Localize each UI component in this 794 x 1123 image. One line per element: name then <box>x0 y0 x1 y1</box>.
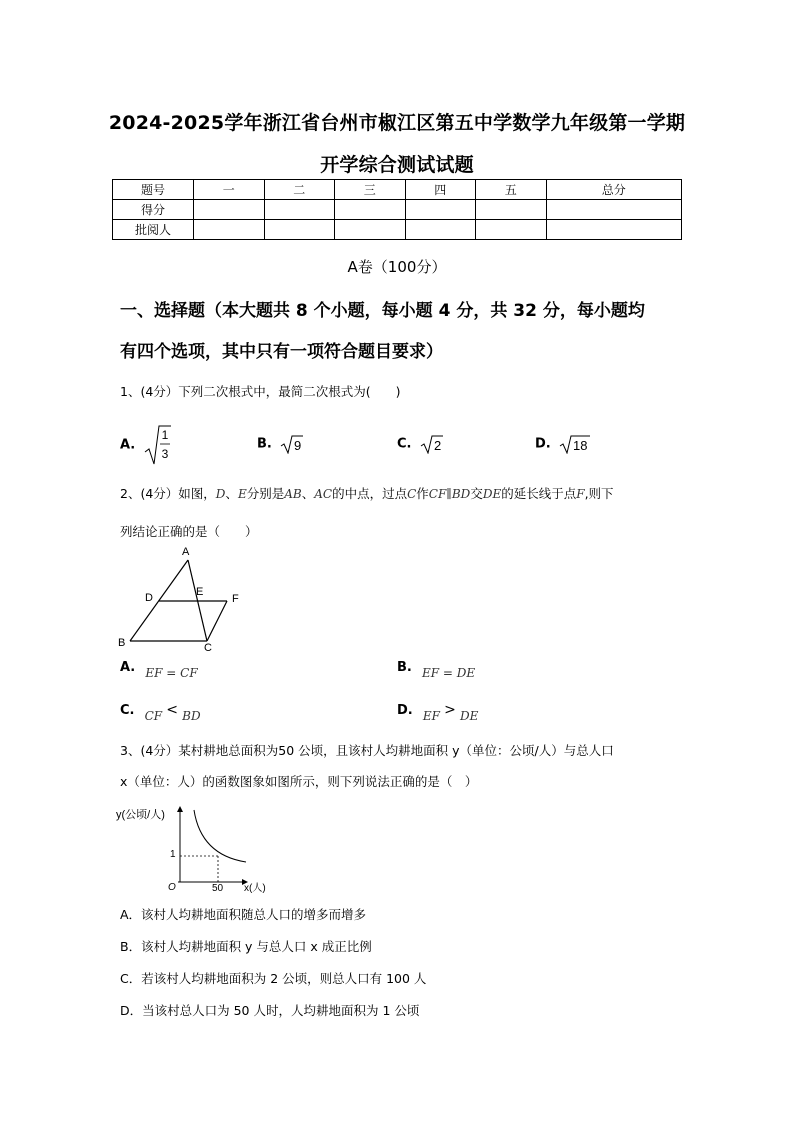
svg-text:2: 2 <box>433 438 441 453</box>
score-cell[interactable] <box>476 200 547 220</box>
title-line-2: 开学综合测试试题 <box>320 154 474 176</box>
sqrt-9 <box>280 434 304 454</box>
q2-option-c[interactable] <box>120 702 201 723</box>
option-label: A. <box>120 660 136 675</box>
svg-text:9: 9 <box>294 438 302 453</box>
title-line-1: 2024-2025学年浙江省台州市椒江区第五中学数学九年级第一学期 <box>108 112 686 134</box>
q2-triangle-figure <box>114 540 254 655</box>
score-row <box>113 200 682 220</box>
q2-stem-line-2: 列结论正确的是（ ） <box>120 524 258 539</box>
y-axis-label: y(公顷/人) <box>116 809 165 821</box>
option-label: C. <box>397 436 412 452</box>
svg-text:1: 1 <box>162 428 169 442</box>
grader-cell[interactable] <box>546 220 682 240</box>
x-tick-label: 50 <box>212 883 224 894</box>
option-relation: > <box>444 702 456 718</box>
grader-cell[interactable] <box>194 220 265 240</box>
option-label: C. <box>120 703 135 718</box>
header-cell: 四 <box>405 180 476 200</box>
option-label: B. <box>257 436 272 452</box>
point-label-b: B <box>118 637 126 649</box>
q1-option-b[interactable] <box>257 434 304 454</box>
grader-row <box>113 220 682 240</box>
point-label-c: C <box>204 642 212 654</box>
header-cell: 一 <box>194 180 265 200</box>
y-tick-label: 1 <box>170 849 176 860</box>
q3-stem-line-1: 3、(4分）某村耕地总面积为50 公顷，且该村人均耕地面积 y（单位：公顷/人）与总人口 <box>120 743 614 758</box>
grader-cell[interactable] <box>264 220 335 240</box>
q1-option-d[interactable] <box>535 434 591 454</box>
row-label: 得分 <box>113 200 194 220</box>
option-label: B. <box>397 660 412 675</box>
point-label-f: F <box>232 593 239 605</box>
q3-stem-line-2: x（单位：人）的函数图象如图所示，则下列说法正确的是（ ） <box>120 774 478 789</box>
score-table <box>112 179 682 240</box>
q2-stem-line-1: 2、(4分）如图，D、E分别是AB、AC的中点，过点C作CF∥BD交DE的延长线于点F,则下 <box>120 486 614 501</box>
header-cell: 总分 <box>546 180 682 200</box>
score-cell[interactable] <box>194 200 265 220</box>
q1-stem: 1、(4分）下列二次根式中，最简二次根式为( ) <box>120 384 401 399</box>
option-label: D. <box>535 436 551 452</box>
grader-cell[interactable] <box>405 220 476 240</box>
svg-text:18: 18 <box>572 438 588 453</box>
header-cell: 三 <box>335 180 406 200</box>
q3-option-b[interactable]: B．该村人均耕地面积 y 与总人口 x 成正比例 <box>120 939 372 954</box>
header-cell: 五 <box>476 180 547 200</box>
paper-a-heading: A卷（100分） <box>347 258 447 276</box>
q3-option-c[interactable]: C．若该村人均耕地面积为 2 公顷，则总人口有 100 人 <box>120 971 427 986</box>
q2-option-a[interactable] <box>120 660 198 680</box>
q2-option-d[interactable] <box>397 702 479 723</box>
header-cell: 二 <box>264 180 335 200</box>
option-lhs: CF <box>144 709 163 723</box>
score-cell[interactable] <box>335 200 406 220</box>
point-label-e: E <box>196 586 204 598</box>
option-expr: EF = DE <box>422 666 476 680</box>
sqrt-fraction <box>143 424 173 466</box>
sqrt-18 <box>559 434 591 454</box>
q2-option-b[interactable] <box>397 660 476 680</box>
q3-option-a[interactable]: A．该村人均耕地面积随总人口的增多而增多 <box>120 907 367 922</box>
header-cell: 题号 <box>113 180 194 200</box>
option-rhs: DE <box>459 709 479 723</box>
sqrt-2 <box>420 434 444 454</box>
option-label: D. <box>397 703 413 718</box>
hyperbola-curve <box>194 810 246 862</box>
option-lhs: EF <box>422 709 440 723</box>
score-cell[interactable] <box>405 200 476 220</box>
y-axis-arrow <box>177 806 183 812</box>
score-table-header-row <box>113 180 682 200</box>
segment-fc <box>207 601 227 641</box>
svg-text:3: 3 <box>162 447 169 461</box>
q1-option-a[interactable] <box>120 424 173 466</box>
grader-cell[interactable] <box>335 220 406 240</box>
row-label: 批阅人 <box>113 220 194 240</box>
q1-option-c[interactable] <box>397 434 444 454</box>
origin-label: O <box>168 882 176 893</box>
x-axis-label: x(人) <box>244 883 266 894</box>
grader-cell[interactable] <box>476 220 547 240</box>
option-label: A. <box>120 437 136 453</box>
score-cell[interactable] <box>264 200 335 220</box>
section-1-heading-line-2: 有四个选项，其中只有一项符合题目要求） <box>120 342 443 362</box>
q3-option-d[interactable]: D．当该村总人口为 50 人时，人均耕地面积为 1 公顷 <box>120 1003 420 1018</box>
option-relation: < <box>166 702 179 718</box>
point-label-d: D <box>145 592 153 604</box>
q3-inverse-function-graph <box>116 800 286 895</box>
option-rhs: BD <box>182 709 201 723</box>
section-1-heading-line-1: 一、选择题（本大题共 8 个小题，每小题 4 分，共 32 分，每小题均 <box>120 301 645 321</box>
score-cell[interactable] <box>546 200 682 220</box>
point-label-a: A <box>182 546 190 558</box>
option-expr: EF = CF <box>145 666 198 680</box>
